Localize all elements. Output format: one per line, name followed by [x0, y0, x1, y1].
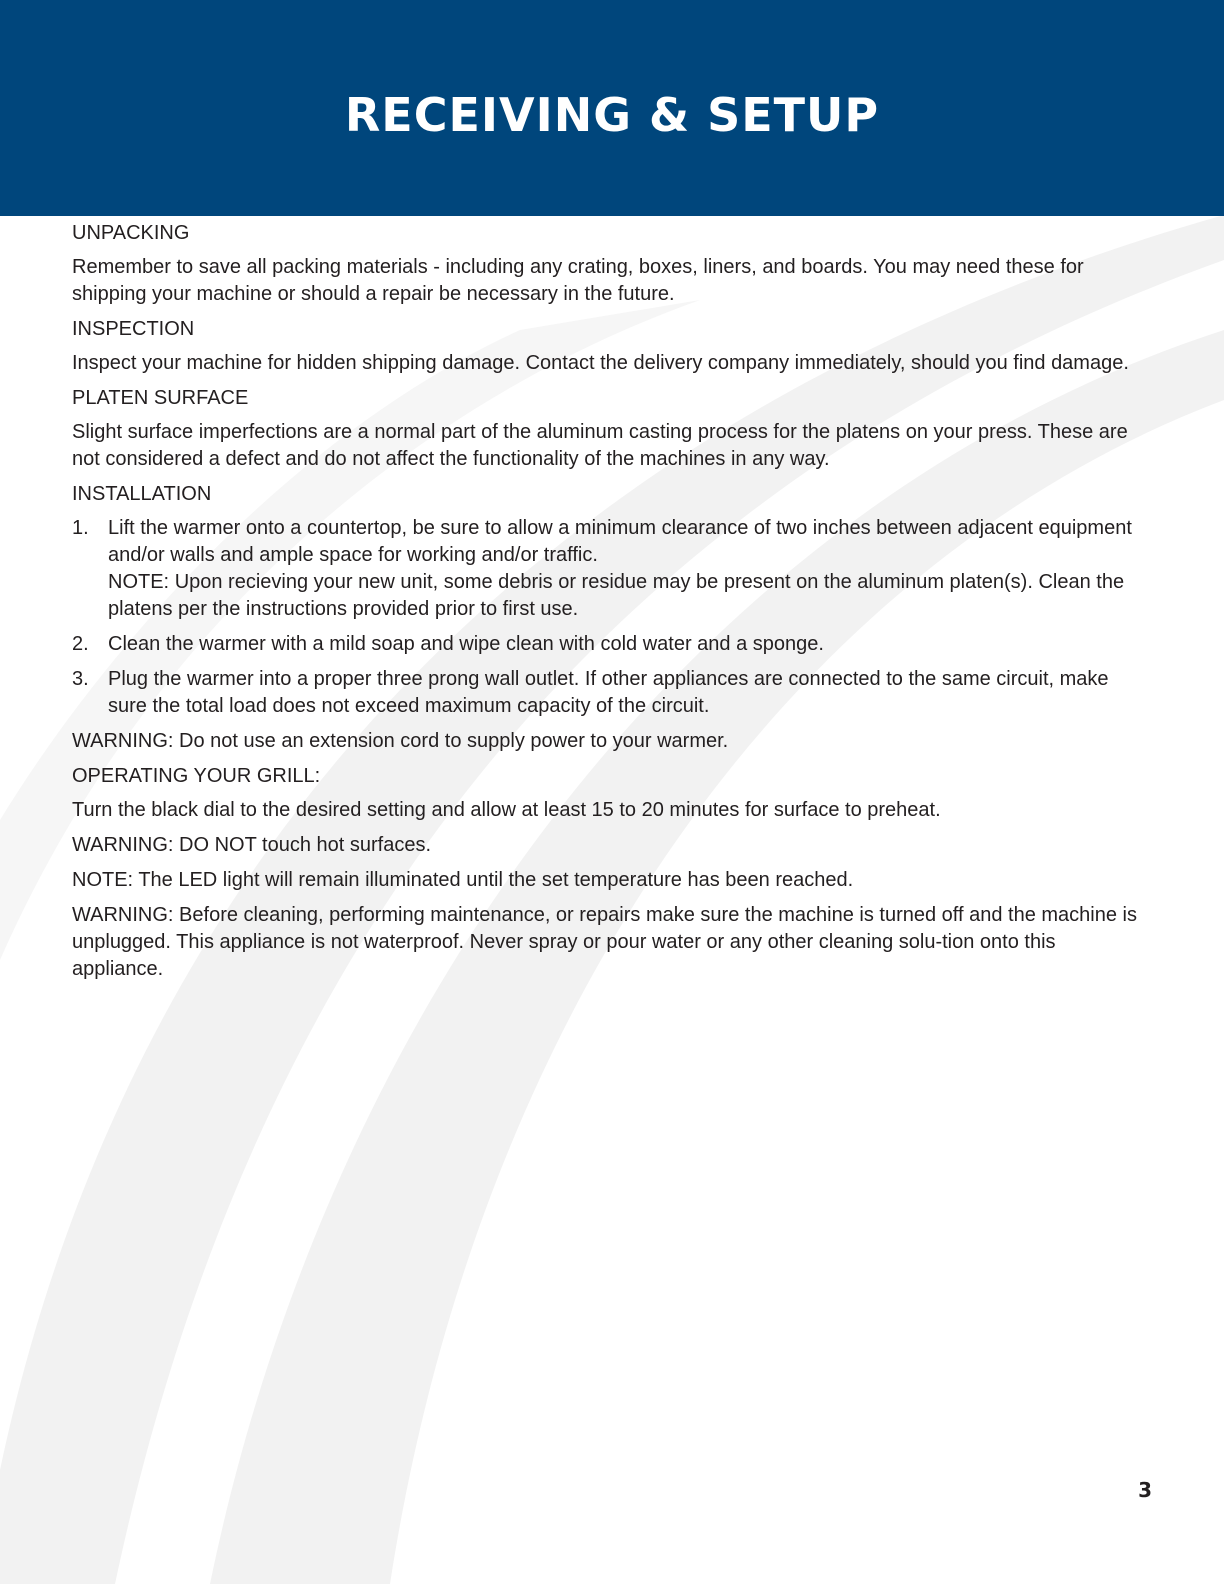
operating-warning-cleaning — [72, 902, 1152, 983]
step-number: 3. — [72, 668, 89, 690]
step-text: Clean the warmer with a mild soap and wipe clean with cold water and a sponge. — [108, 633, 824, 655]
note-label: NOTE: — [108, 571, 170, 593]
warning-text: Do not use an extension cord to supply power to your warmer. — [179, 730, 729, 752]
step-number: 2. — [72, 633, 89, 655]
inspection-text: Inspect your machine for hidden shipping damage. Contact the delivery company immediately, should you find damage. — [72, 352, 1129, 374]
operating-note-led — [72, 867, 1152, 894]
warning-label: WARNING: — [72, 834, 174, 856]
list-item — [72, 515, 1152, 623]
header-banner — [0, 0, 1224, 216]
step-number: 1. — [72, 517, 89, 539]
list-item — [72, 631, 1152, 658]
platen-surface-text: Slight surface imperfections are a normal part of the aluminum casting process for the platens on your press. These are not considered a defect and do not affect the functionality of the machines in any way. — [72, 421, 1128, 470]
unpacking-text: Remember to save all packing materials - including any crating, boxes, liners, and boards. You may need these for shipping your machine or should a repair be necessary in the future. — [72, 256, 1084, 305]
note-label: NOTE: — [72, 869, 134, 891]
page-number: 3 — [1138, 1478, 1152, 1502]
warning-label: WARNING: — [72, 730, 174, 752]
warning-text: DO NOT touch hot surfaces. — [179, 834, 431, 856]
step-text: Plug the warmer into a proper three prong wall outlet. If other appliances are connected to the same circuit, make sure the total load does not exceed maximum capacity of the circuit. — [108, 668, 1109, 717]
platen-surface-heading: PLATEN SURFACE — [72, 387, 249, 409]
note-text: The LED light will remain illuminated until the set temperature has been reached. — [138, 869, 854, 891]
warning-text: Before cleaning, performing maintenance, or repairs make sure the machine is turned off and the machine is unplugged. This appliance is not waterproof. Never spray or pour water or any other cleaning solu-tion onto this appliance. — [72, 904, 1137, 980]
note-text: Upon recieving your new unit, some debris or residue may be present on the aluminum platen(s). Clean the platens per the instructions provided prior to first use. — [108, 571, 1125, 620]
unpacking-heading: UNPACKING — [72, 222, 190, 244]
main-content — [72, 220, 1152, 991]
operating-heading: OPERATING YOUR GRILL: — [72, 765, 321, 787]
operating-warning-hot — [72, 832, 1152, 859]
installation-warning — [72, 728, 1152, 755]
step-text: Lift the warmer onto a countertop, be sure to allow a minimum clearance of two inches between adjacent equipment and/or walls and ample space for working and/or traffic. — [108, 517, 1132, 566]
step-note — [108, 569, 1152, 623]
page-title: RECEIVING & SETUP — [344, 88, 880, 142]
inspection-heading: INSPECTION — [72, 318, 195, 340]
warning-label: WARNING: — [72, 904, 174, 926]
list-item — [72, 666, 1152, 720]
installation-heading: INSTALLATION — [72, 483, 212, 505]
installation-steps — [72, 515, 1152, 720]
operating-text: Turn the black dial to the desired setting and allow at least 15 to 20 minutes for surface to preheat. — [72, 799, 941, 821]
